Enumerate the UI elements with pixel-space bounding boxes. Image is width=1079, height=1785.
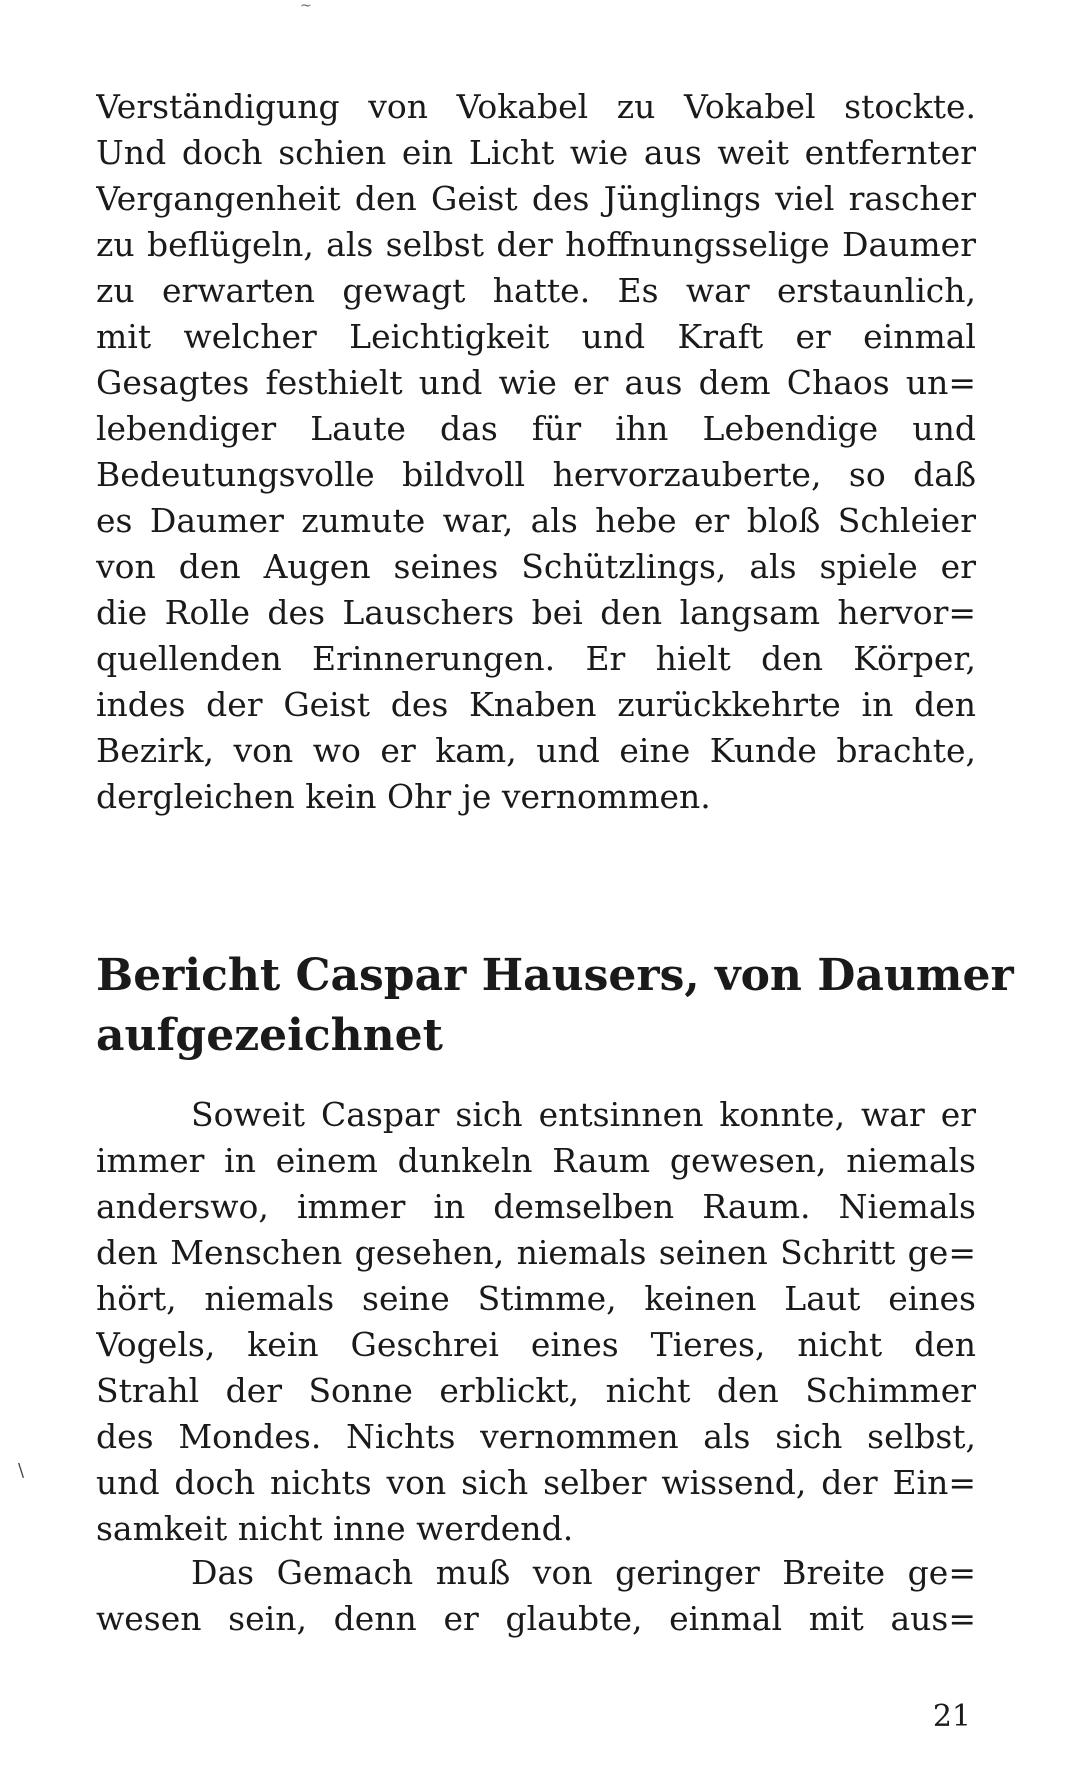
section-heading [96,946,1014,1066]
text-line: mit welcher Leichtigkeit und Kraft er einmal [96,317,976,356]
text-line: Vergangenheit den Geist des Jünglings viel rascher [96,179,976,218]
text-line: hört, niemals seine Stimme, keinen Laut eines [96,1279,976,1318]
text-line: den Menschen gesehen, niemals seinen Schritt ge= [96,1233,976,1272]
paragraph-1 [96,84,976,820]
page-number: 21 [932,1699,971,1734]
top-mark: ~ [300,0,312,14]
paragraph-3 [96,1550,976,1642]
text-line: es Daumer zumute war, als hebe er bloß Schleier [96,501,976,540]
text-line: quellenden Erinnerungen. Er hielt den Körper, [96,639,976,678]
text-line: Gesagtes festhielt und wie er aus dem Chaos un= [96,363,976,402]
stray-mark: \ [18,1460,25,1481]
text-line: Und doch schien ein Licht wie aus weit entfernter [96,133,976,172]
text-line: Soweit Caspar sich entsinnen konnte, war er [191,1095,976,1134]
heading-line: Bericht Caspar Hausers, von Daumer [96,950,1014,1001]
text-line: Das Gemach muß von geringer Breite ge= [191,1553,976,1592]
text-line: zu beflügeln, als selbst der hoffnungsselige Daumer [96,225,976,264]
text-line: Vogels, kein Geschrei eines Tieres, nicht den [96,1325,976,1364]
heading-line: aufgezeichnet [96,1010,443,1061]
text-line: Verständigung von Vokabel zu Vokabel stockte. [96,87,976,126]
text-line: Bedeutungsvolle bildvoll hervorzauberte, so daß [96,455,976,494]
text-line: des Mondes. Nichts vernommen als sich selbst, [96,1417,976,1456]
text-line: lebendiger Laute das für ihn Lebendige und [96,409,976,448]
paragraph-2 [96,1092,976,1552]
text-line: wesen sein, denn er glaubte, einmal mit aus= [96,1599,976,1638]
text-line: und doch nichts von sich selber wissend, der Ein= [96,1463,976,1502]
text-line: zu erwarten gewagt hatte. Es war erstaunlich, [96,271,976,310]
text-line: von den Augen seines Schützlings, als spiele er [96,547,976,586]
text-line: indes der Geist des Knaben zurückkehrte in den [96,685,976,724]
text-line: anderswo, immer in demselben Raum. Niemals [96,1187,976,1226]
text-line: Strahl der Sonne erblickt, nicht den Schimmer [96,1371,976,1410]
text-line: die Rolle des Lauschers bei den langsam hervor= [96,593,976,632]
text-line: dergleichen kein Ohr je vernommen. [96,777,711,816]
text-line: samkeit nicht inne werdend. [96,1509,574,1548]
text-line: Bezirk, von wo er kam, und eine Kunde brachte, [96,731,976,770]
text-line: immer in einem dunkeln Raum gewesen, niemals [96,1141,976,1180]
